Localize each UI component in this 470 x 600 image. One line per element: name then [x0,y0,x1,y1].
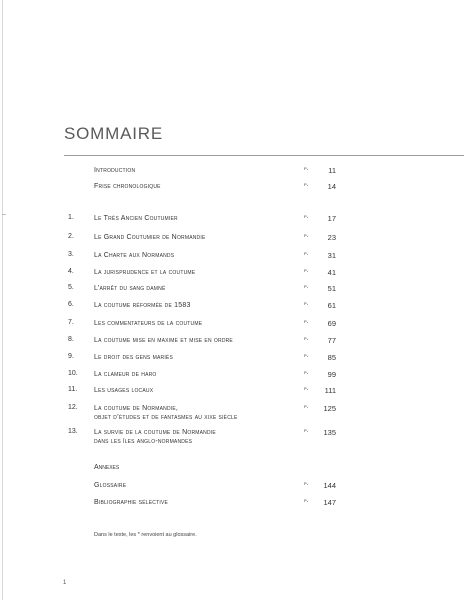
toc-entry-label-line2: objet d’études et de fantasmes au xixe siècle [94,414,238,421]
page-marker: p. [304,370,309,376]
toc-entry-page: 61 [327,301,336,310]
toc-entry-label [94,404,294,422]
page-folio: 1 [63,580,67,586]
chapter-number: 12. [68,404,78,411]
toc-entry-label: Le droit des gens mariés [94,354,173,361]
toc-entry-page: 23 [327,233,336,242]
toc-entry-page: 147 [323,498,336,507]
toc-entry-page: 77 [327,336,336,345]
page-marker: p. [304,301,309,307]
chapter-number: 2. [68,233,74,240]
toc-entry-page: 125 [323,404,336,413]
page-marker: p. [304,428,309,434]
chapter-number: 13. [68,428,78,435]
toc-entry-label: Les usages locaux [94,387,154,394]
toc-entry-page: 69 [327,319,336,328]
chapter-number: 1. [68,214,74,221]
toc-entry-label: Le Grand Coutumier de Normandie [94,234,206,241]
page-marker: p. [304,481,309,487]
page-marker: p. [304,214,309,220]
page-marker: p. [304,386,309,392]
toc-entry-label: Le Très Ancien Coutumier [94,215,178,222]
toc-entry-page: 111 [324,386,336,395]
chapter-number: 4. [68,268,74,275]
page-title: SOMMAIRE [64,124,163,143]
chapter-number: 9. [68,353,74,360]
toc-entry-page: 17 [327,214,336,223]
toc-entry-page: 85 [327,353,336,362]
page-marker: p. [304,233,309,239]
toc-entry-label-line1: La coutume de Normandie, [94,405,179,412]
chapter-number: 5. [68,284,74,291]
toc-entry-page: 99 [327,370,336,379]
chapter-number: 10. [68,370,78,377]
toc-entry-label: Bibliographie sélective [94,499,169,506]
page-marker: p. [304,404,309,410]
page-marker: p. [304,166,309,172]
toc-entry-label [94,428,294,446]
page-marker: p. [304,284,309,290]
page-marker: p. [304,319,309,325]
toc-entry-label: Les commentateurs de la coutume [94,320,203,327]
toc-entry-label: L’arrêt du sang damné [94,285,166,292]
glossary-note: Dans le texte, les * renvoient au glossaire. [94,532,197,538]
chapter-number: 11. [68,386,78,393]
chapter-number: 7. [68,319,74,326]
toc-entry-label: La coutume réformée de 1583 [94,302,191,309]
toc-entry-page: 14 [327,182,336,191]
scan-left-edge [2,0,3,600]
page-marker: p. [304,251,309,257]
chapter-number: 6. [68,301,74,308]
chapter-number: 3. [68,251,74,258]
chapter-number: 8. [68,336,74,343]
toc-entry-page: 31 [327,251,336,260]
toc-entry-label-line1: La survie de la coutume de Normandie [94,429,216,436]
toc-entry-label: La Charte aux Normands [94,252,175,259]
annexes-heading: Annexes [94,464,120,471]
toc-entry-label: La jurisprudence et la coutume [94,269,196,276]
toc-entry-label: La clameur de haro [94,371,157,378]
toc-entry-page: 144 [323,481,336,490]
title-rule [64,155,464,156]
toc-entry-page: 11 [328,166,336,175]
toc-entry-label: Glossaire [94,482,127,489]
toc-entry-page: 41 [327,268,336,277]
page-marker: p. [304,353,309,359]
toc-entry-page: 135 [323,428,336,437]
scan-margin-mark [2,214,6,215]
toc-entry-label: Frise chronologique [94,183,161,190]
page-marker: p. [304,336,309,342]
page-marker: p. [304,268,309,274]
toc-entry-label-line2: dans les îles anglo-normandes [94,438,193,445]
page-marker: p. [304,498,309,504]
page-marker: p. [304,182,309,188]
toc-entry-page: 51 [327,284,336,293]
toc-entry-label: Introduction [94,167,136,174]
toc-entry-label: La coutume mise en maxime et mise en ordre [94,337,233,344]
